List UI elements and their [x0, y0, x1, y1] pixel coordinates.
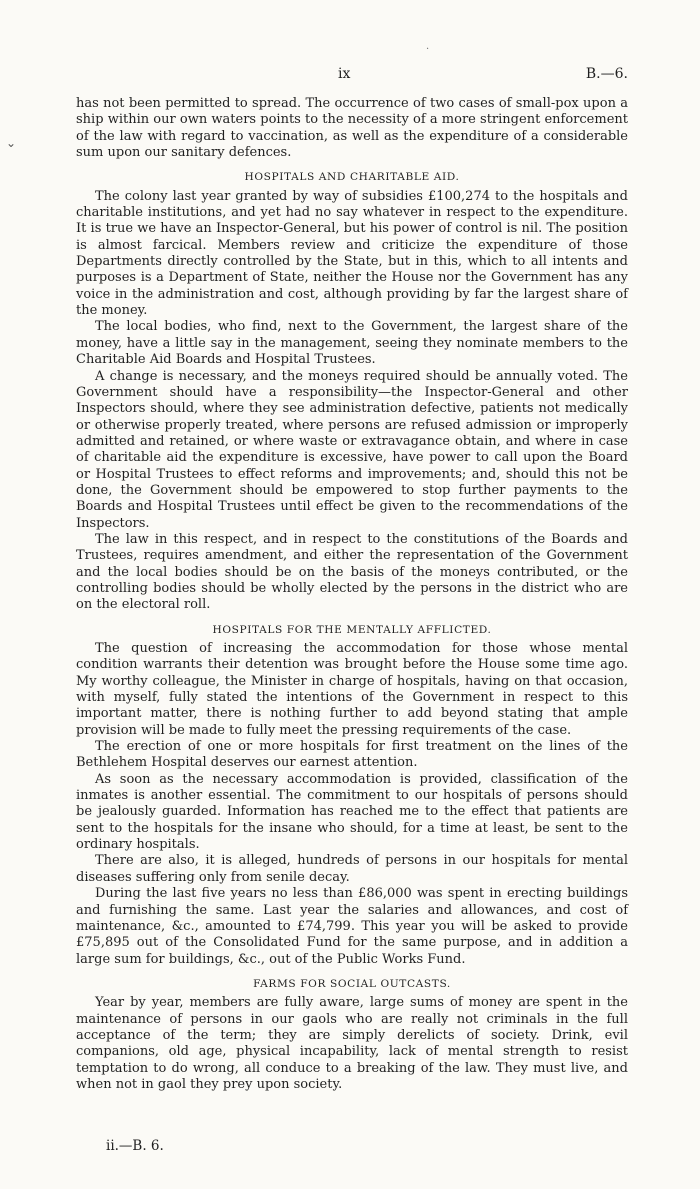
paragraph: The question of increasing the accommodation for those whose mental condition warrants their detention was brought before the House some time ago. My worthy colleague, the Minister in charge of hospitals, having on that occasion, with myself, fully stated the intentions of the Government in respect to this important matter, there is nothing further to add beyond stating that ample provision will be made to fully meet the pressing requirements of the case.: [76, 641, 628, 738]
document-reference: B.—6.: [585, 66, 628, 82]
margin-tick: ⌄: [6, 136, 17, 150]
footer-reference: ii.—B. 6.: [106, 1138, 164, 1154]
section-heading-mentally-afflicted: HOSPITALS FOR THE MENTALLY AFFLICTED.: [212, 623, 492, 636]
paragraph: During the last five years no less than £86,000 was spent in erecting buildings and furnishing the same. Last year the salaries and allowances, and cost of maintenance, &c., amounted to £74,799. This year you will be asked to provide £75,895 out of the Consolidated Fund for the same purpose, and in addition a large sum for buildings, &c., out of the Public Works Fund.: [76, 886, 628, 967]
paragraph: The erection of one or more hospitals for first treatment on the lines of the Bethlehem Hospital deserves our earnest attention.: [76, 739, 628, 771]
paragraph: The colony last year granted by way of subsidies £100,274 to the hospitals and charitable institutions, and yet had no say whatever in respect to the expenditure. It is true we have an Inspector-General, but his power of control is nil. The position is almost farcical. Members review and criticize the expenditure of those Departments directly controlled by the State, but in this, which to all intents and purposes is a Department of State, neither the House nor the Government has any voice in the administration and cost, although providing by far the largest share of the money.: [76, 188, 628, 319]
section-heading-hospitals-charitable-aid: HOSPITALS AND CHARITABLE AID.: [244, 171, 460, 184]
paragraph: The local bodies, who find, next to the Government, the largest share of the money, have a little say in the management, seeing they nominate members to the Charitable Aid Boards and Hospital Trustees.: [76, 319, 628, 368]
page-number: ix: [338, 66, 351, 82]
opening-paragraph: has not been permitted to spread. The occurrence of two cases of small-pox upon a ship within our own waters points to the necessity of a more stringent enforcement of the law with regard to vaccination, as well as the expenditure of a considerable sum upon our sanitary defences.: [76, 96, 628, 161]
paragraph: The law in this respect, and in respect to the constitutions of the Boards and Trustees, requires amendment, and either the representation of the Government and the local bodies should be on the basis of the moneys contributed, or the controlling bodies should be wholly elected by the persons in the district who are on the electoral roll.: [76, 531, 628, 613]
paragraph: As soon as the necessary accommodation is provided, classification of the inmates is another essential. The commitment to our hospitals of persons should be jealously guarded. Information has reached me to the effect that patients are sent to the hospitals for the insane who should, for a time at least, be sent to the ordinary hospitals.: [76, 771, 628, 853]
page-body: [76, 96, 628, 1093]
stray-mark: ·: [426, 44, 430, 55]
paragraph: Year by year, members are fully aware, large sums of money are spent in the maintenance of persons in our gaols who are really not criminals in the full acceptance of the term; they are simply derelicts of society. Drink, evil companions, old age, physical incapability, lack of mental strength to resist temptation to do wrong, all conduce to a breaking of the law. They must live, and when not in gaol they prey upon society.: [76, 995, 628, 1092]
section-heading-farms-social-outcasts: FARMS FOR SOCIAL OUTCASTS.: [253, 977, 451, 990]
paragraph: There are also, it is alleged, hundreds of persons in our hospitals for mental diseases suffering only from senile decay.: [76, 853, 628, 885]
paragraph: A change is necessary, and the moneys required should be annually voted. The Government should have a responsibility—the Inspector-General and other Inspectors should, where they see administration defective, patients not medically or otherwise properly treated, where persons are refused admission or improperly admitted and retained, or where waste or extravagance obtain, and where in case of charitable aid the expenditure is excessive, have power to call upon the Board or Hospital Trustees to effect reforms and improvements; and, should this not be done, the Government should be empowered to stop further payments to the Boards and Hospital Trustees until effect be given to the recommendations of the Inspectors.: [76, 368, 628, 531]
page-header: [0, 66, 700, 86]
